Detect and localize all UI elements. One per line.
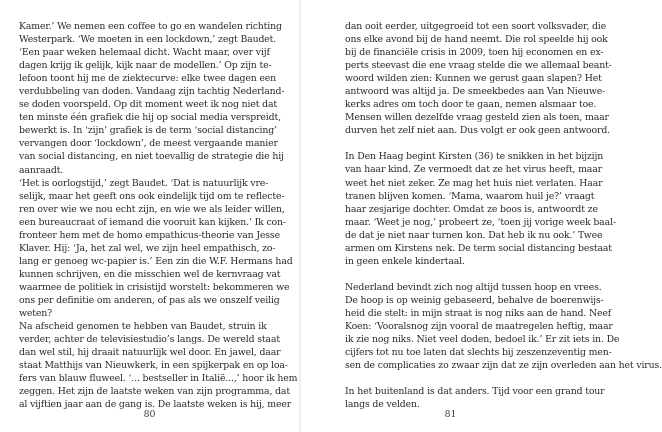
paragraph: [345, 385, 605, 411]
text-line: langs de velden.: [345, 399, 420, 411]
text-line: zeggen. Het zijn de laatste weken van zijn programma, dat: [19, 386, 290, 398]
text-line: Nederland bevindt zich nog altijd tussen hoop en vrees.: [345, 281, 602, 293]
paragraph: [19, 20, 283, 177]
text-line: durven het zelf niet aan. Dus volgt er ook geen antwoord.: [345, 125, 610, 137]
text-line: verder, achter de televisiestudio’s langs. De wereld staat: [19, 334, 280, 346]
paragraph: [19, 177, 293, 321]
text-line: ten minste één grafiek die hij op social media verspreidt,: [19, 112, 281, 124]
text-line: heid die stelt: in mijn straat is nog niks aan de hand. Neef: [345, 307, 612, 319]
text-line: weet het niet zeker. Ze mag het huis niet verlaten. Haar: [345, 177, 603, 189]
text-line: sen de complicaties zo zwaar zijn dat ze zijn overleden aan het virus.: [345, 360, 662, 372]
text-line: fers van blauw fluweel. ‘... bestseller in Italië...,’ hoor ik hem: [19, 373, 298, 385]
text-line: fronteer hem met de homo empathicus-theorie van Jesse: [19, 229, 280, 241]
text-line: dan ooit eerder, uitgegroeid tot een soort volksvader, die: [345, 21, 607, 32]
right-text-column: [345, 20, 662, 411]
paragraph: [345, 150, 616, 267]
left-page: [0, 0, 299, 432]
text-line: dagen krijg ik gelijk, kijk naar de modellen.’ Op zijn te-: [19, 60, 272, 72]
text-line: ‘Een paar weken helemaal dicht. Wacht maar, over vijf: [19, 47, 270, 59]
text-line: Klaver. Hij: ‘Ja, het zal wel, we zijn heel empathisch, zo-: [19, 242, 276, 254]
text-line: staat Matthijs van Nieuwkerk, in een spijkerpak en op loa-: [19, 360, 288, 372]
text-line: ‘Het is oorlogstijd,’ zegt Baudet. ‘Dat is natuurlijk vre-: [19, 177, 269, 189]
text-line: weten?: [19, 308, 52, 320]
text-line: maar. ‘Weet je nog,’ probeert ze, ‘toen jij vorige week baal-: [345, 216, 616, 228]
text-line: De hoop is op weinig gebaseerd, behalve de boerenwijs-: [345, 294, 604, 306]
text-line: een bureaucraat of iemand die vooruit kan kijken.’ Ik con-: [19, 216, 286, 228]
page-number: 81: [444, 409, 457, 420]
text-line: Kamer.’ We nemen een coffee to go en wandelen richting: [19, 21, 282, 32]
text-line: haar zesjarige dochter. Omdat ze boos is, antwoordt ze: [345, 203, 598, 215]
text-line: In Den Haag begint Kirsten (36) te snikken in het bijzijn: [345, 151, 604, 163]
text-line: kerks adres om toch door te gaan, nemen alsmaar toe.: [345, 99, 597, 111]
text-line: al vijftien jaar aan de gang is. De laatste weken is hij, meer: [19, 399, 292, 411]
text-line: in geen enkele kindertaal.: [345, 255, 465, 267]
text-line: Mensen willen dezelfde vraag gesteld zien als toen, maar: [345, 112, 609, 124]
paragraph: [19, 320, 298, 411]
text-line: In het buitenland is dat anders. Tijd voor een grand tour: [345, 386, 605, 398]
text-line: bij de financiële crisis in 2009, toen hij economen en ex-: [345, 47, 604, 59]
text-line: ik zie nog niks. Niet veel doden, bedoel ik.’ Er zit iets in. De: [345, 334, 620, 346]
text-line: bewerkt is. In ‘zijn’ grafiek is de term ‘social distancing’: [19, 125, 277, 137]
text-line: dan wel stil, hij draait natuurlijk wel door. En jawel, daar: [19, 347, 281, 359]
text-line: antwoord was altijd ja. De smeekbedes aan Van Nieuwe-: [345, 86, 606, 98]
text-line: van haar kind. Ze vermoedt dat ze het virus heeft, maar: [345, 164, 602, 176]
right-page: [301, 0, 662, 432]
text-line: selijk, maar het geeft ons ook eindelijk tijd om te reflecte-: [19, 190, 285, 202]
text-line: Westerpark. ‘We moeten in een lockdown,’ zegt Baudet.: [19, 34, 277, 46]
text-line: Na afscheid genomen te hebben van Baudet, struin ik: [19, 321, 267, 333]
text-line: van social distancing, en niet toevallig de strategie die hij: [19, 151, 284, 163]
text-line: lefoon toont hij me de ziektecurve: elke twee dagen een: [19, 73, 277, 85]
paragraph: [345, 281, 662, 372]
text-line: Koen: ‘Vooralsnog zijn vooral de maatregelen heftig, maar: [345, 320, 613, 332]
text-line: verdubbeling van doden. Vandaag zijn tachtig Nederland-: [19, 86, 285, 98]
text-line: tranen blijven komen. ‘Mama, waarom huil je?’ vraagt: [345, 190, 595, 202]
text-line: lang er genoeg wc-papier is.’ Een zin die W.F. Hermans had: [19, 255, 293, 267]
text-line: ren over wie we nou echt zijn, en wie we als leider willen,: [19, 203, 285, 215]
text-line: waarmee de politiek in crisistijd worstelt: bekommeren we: [19, 281, 290, 293]
text-line: kunnen schrijven, en die misschien wel de kernvraag vat: [19, 268, 281, 280]
paragraph: [345, 20, 612, 137]
text-line: ons elke avond bij de hand neemt. Die rol speelde hij ook: [345, 34, 608, 46]
text-line: woord wilden zien: Kunnen we gerust gaan slapen? Het: [345, 73, 602, 85]
text-line: se doden voorspeld. Op dit moment weet ik nog niet dat: [19, 99, 278, 111]
text-line: de dat je niet naar turnen kon. Dat heb ik nu ook.’ Twee: [345, 229, 603, 241]
text-line: ons per definitie om anderen, of pas als we onszelf veilig: [19, 294, 280, 306]
text-line: cijfers tot nu toe laten dat slechts bij zeszenzeventig men-: [345, 347, 612, 359]
page-number: 80: [143, 409, 156, 420]
text-line: perts steevast die ene vraag stelde die we allemaal beant-: [345, 60, 612, 72]
text-line: aanraadt.: [19, 164, 64, 176]
text-line: vervangen door ‘lockdown’, de meest vergaande manier: [19, 138, 278, 150]
text-line: armen om Kirstens nek. De term social distancing bestaat: [345, 242, 612, 254]
left-text-column: [19, 20, 298, 411]
